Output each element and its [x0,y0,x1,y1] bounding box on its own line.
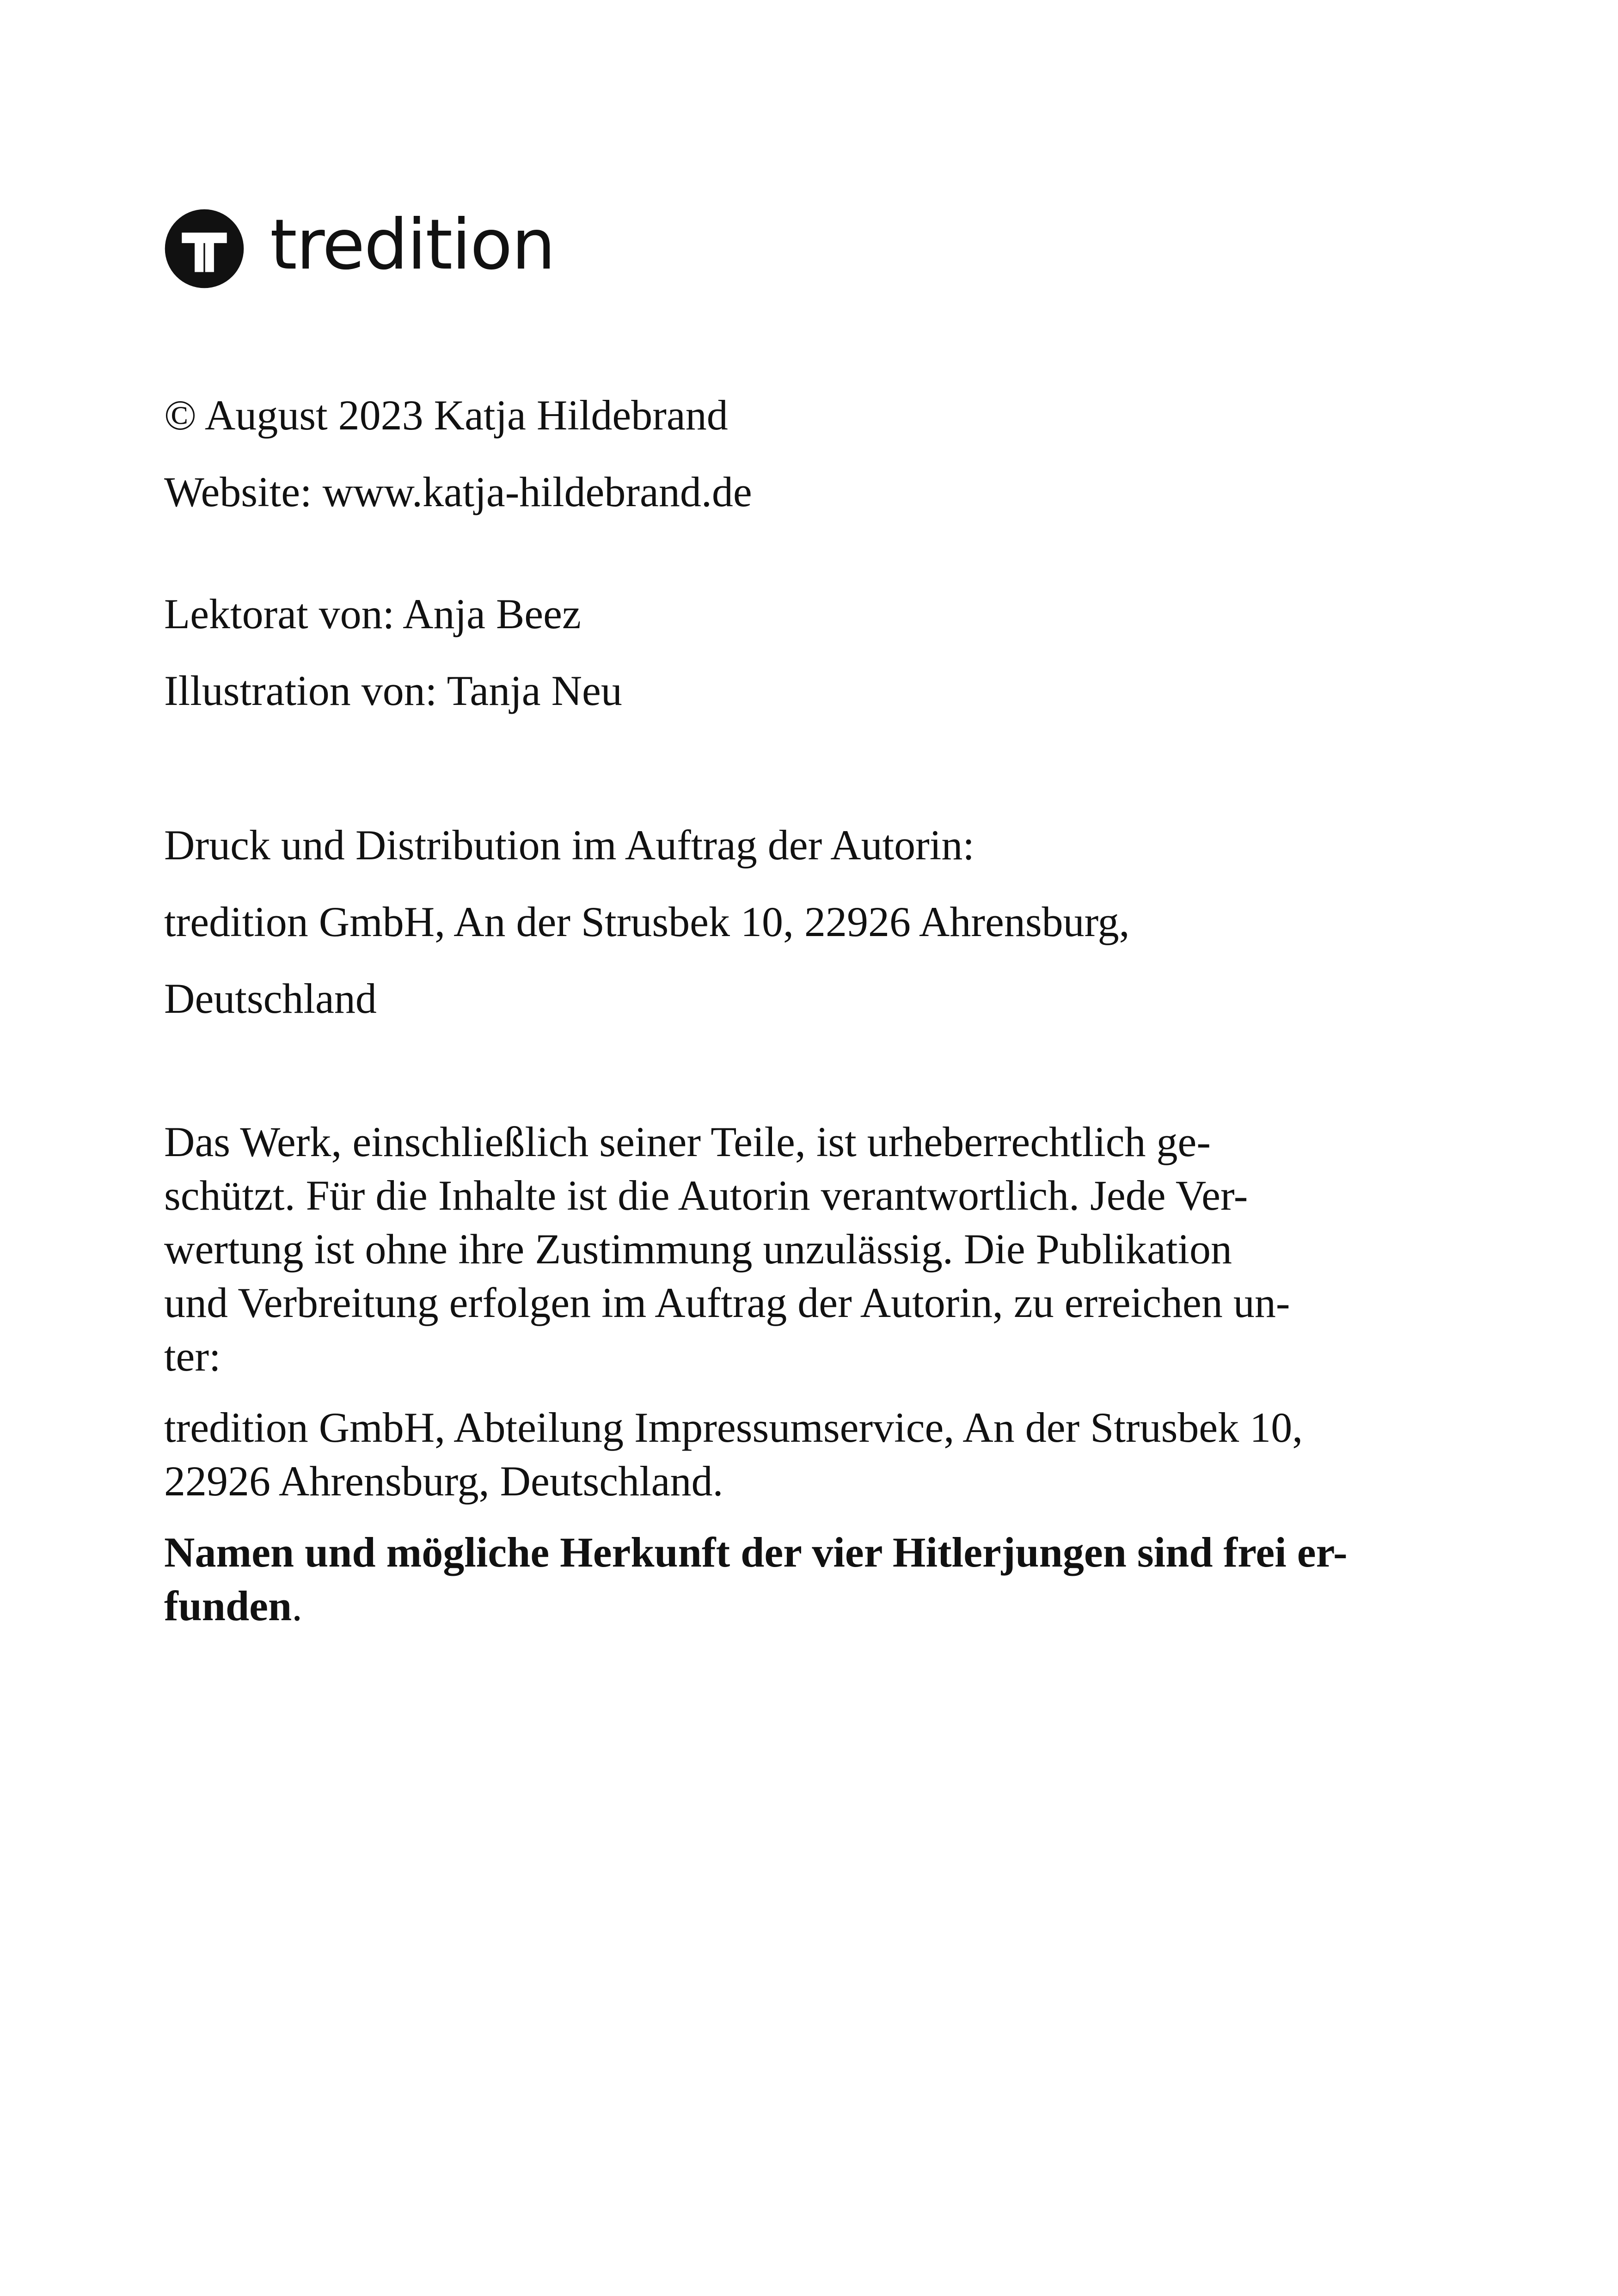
legal-line: schützt. Für die Inhalte ist die Autorin verantwortlich. Jede Ver- [164,1172,1248,1219]
tredition-logo-icon [164,208,245,289]
distribution-line: Deutschland [164,975,377,1022]
legal-paragraph [164,1115,1459,1383]
fiction-note-bold-word: funden [164,1582,292,1629]
fiction-note-line [164,1579,1459,1633]
distribution-line: Druck und Distribution im Auftrag der Autorin: [164,821,974,869]
fiction-note-line: Namen und mögliche Herkunft der vier Hitlerjungen sind frei er- [164,1529,1348,1576]
address-line: 22926 Ahrensburg, Deutschland. [164,1457,723,1505]
legal-line: Das Werk, einschließlich seiner Teile, ist urheberrechtlich ge- [164,1118,1211,1165]
credits-block [164,576,1459,729]
fiction-note-period: . [292,1582,303,1629]
legal-line: wertung ist ohne ihre Zustimmung unzulässig. Die Publikation [164,1225,1232,1273]
copyright-block [164,377,1459,530]
publisher-logo [164,204,555,289]
illustration-credit: Illustration von: Tanja Neu [164,667,622,714]
address-line: tredition GmbH, Abteilung Impressumservice, An der Strusbek 10, [164,1404,1303,1451]
fiction-note [164,1525,1459,1633]
distribution-block [164,807,1459,1037]
editing-credit: Lektorat von: Anja Beez [164,590,581,637]
distribution-line: tredition GmbH, An der Strusbek 10, 22926 Ahrensburg, [164,898,1130,945]
legal-line: ter: [164,1333,221,1380]
copyright-line: © August 2023 Katja Hildebrand [164,392,728,439]
author-website: Website: www.katja-hildebrand.de [164,468,752,515]
legal-line: und Verbreitung erfolgen im Auftrag der Autorin, zu erreichen un- [164,1279,1290,1326]
imprint-address [164,1401,1459,1508]
publisher-logo-text: tredition [270,204,555,285]
